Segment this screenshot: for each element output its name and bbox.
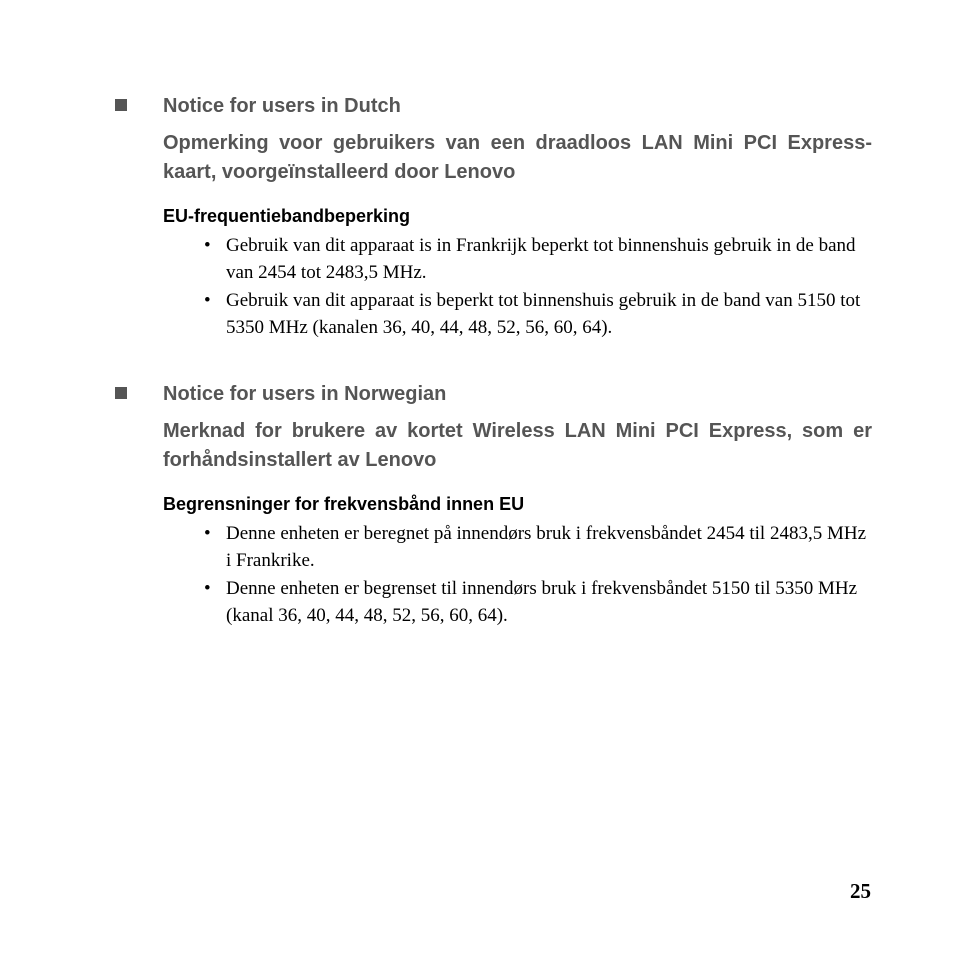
section-heading xyxy=(112,380,872,408)
list-item xyxy=(204,287,872,341)
bullet-list xyxy=(112,232,872,341)
section-heading xyxy=(112,92,872,120)
list-item-text: Denne enheten er begrenset til innendørs bruk i frekvensbåndet 5150 til 5350 MHz (kanal 36, 40, 44, 48, 52, 56, 60, 64). xyxy=(226,578,858,626)
section-heading-text: Notice for users in Norwegian xyxy=(163,383,447,405)
bullet-dot-icon: • xyxy=(204,578,211,599)
list-item-text: Gebruik van dit apparaat is in Frankrijk beperkt tot binnenshuis gebruik in de band van 2454 tot 2483,5 MHz. xyxy=(226,235,856,283)
section-subtitle: Opmerking voor gebruikers van een draadloos LAN Mini PCI Express-kaart, voorgeïnstalleerd door Lenovo xyxy=(163,132,872,183)
section-norwegian xyxy=(112,380,872,630)
list-item xyxy=(204,520,872,574)
page-number: 25 xyxy=(850,879,871,903)
list-item-text: Gebruik van dit apparaat is beperkt tot binnenshuis gebruik in de band van 5150 tot 5350 MHz (kanalen 36, 40, 44, 48, 52, 56, 60, 64). xyxy=(226,290,861,338)
list-item xyxy=(204,575,872,629)
bullet-dot-icon: • xyxy=(204,523,211,544)
section-dutch xyxy=(112,92,872,342)
square-bullet-icon xyxy=(115,387,127,399)
section-subheading: EU-frequentiebandbeperking xyxy=(163,206,411,226)
section-subheading: Begrensninger for frekvensbånd innen EU xyxy=(163,494,525,514)
bullet-dot-icon: • xyxy=(204,235,211,256)
bullet-dot-icon: • xyxy=(204,290,211,311)
square-bullet-icon xyxy=(115,99,127,111)
section-subtitle: Merknad for brukere av kortet Wireless LAN Mini PCI Express, som er forhåndsinstallert av Lenovo xyxy=(163,420,872,471)
list-item xyxy=(204,232,872,286)
list-item-text: Denne enheten er beregnet på innendørs bruk i frekvensbåndet 2454 til 2483,5 MHz i Frankrike. xyxy=(226,523,866,571)
bullet-list xyxy=(112,520,872,629)
section-heading-text: Notice for users in Dutch xyxy=(163,95,401,117)
